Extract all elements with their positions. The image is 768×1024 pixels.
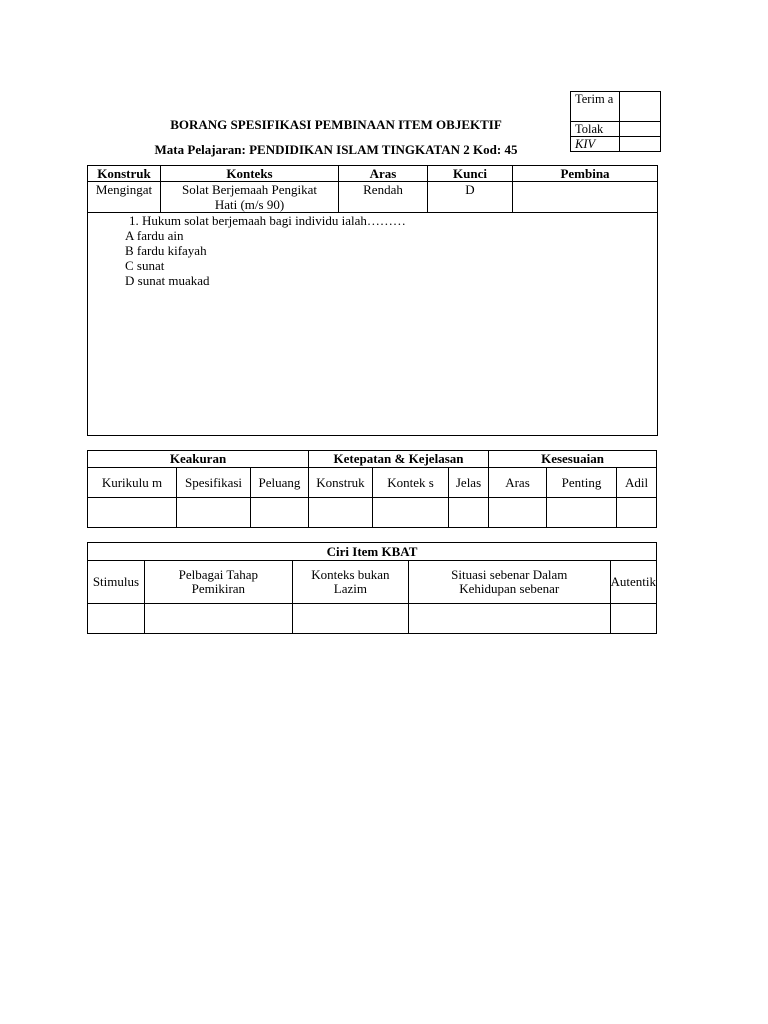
- input-penting[interactable]: [547, 498, 617, 528]
- header-kunci: Kunci: [428, 166, 513, 182]
- question-box: [88, 213, 658, 436]
- sub-penting: Penting: [547, 468, 617, 498]
- spec-table: [87, 165, 658, 436]
- sub-jelas: Jelas: [449, 468, 489, 498]
- group-keakuran: Keakuran: [88, 451, 309, 468]
- input-konstruk[interactable]: [309, 498, 373, 528]
- header-konteks: Konteks: [161, 166, 339, 182]
- status-terima-label: Terim a: [571, 92, 620, 122]
- input-jelas[interactable]: [449, 498, 489, 528]
- kbat-autentik: Autentik: [610, 561, 657, 604]
- sub-kurikulum: Kurikulu m: [88, 468, 177, 498]
- input-kurikulum[interactable]: [88, 498, 177, 528]
- option-b: B fardu kifayah: [125, 243, 207, 258]
- sub-konstruk: Konstruk: [309, 468, 373, 498]
- input-adil[interactable]: [617, 498, 657, 528]
- header-aras: Aras: [339, 166, 428, 182]
- cell-kunci: D: [428, 182, 513, 213]
- kbat-input-autentik[interactable]: [610, 604, 657, 634]
- status-tolak-label: Tolak: [571, 122, 620, 137]
- form-subtitle: Mata Pelajaran: PENDIDIKAN ISLAM TINGKATAN 2 Kod: 45: [154, 142, 518, 157]
- header-pembina: Pembina: [513, 166, 658, 182]
- input-aras[interactable]: [489, 498, 547, 528]
- kbat-input-situasi[interactable]: [409, 604, 610, 634]
- input-peluang[interactable]: [251, 498, 309, 528]
- kbat-input-konteks[interactable]: [292, 604, 408, 634]
- option-c: C sunat: [125, 258, 165, 273]
- sub-peluang: Peluang: [251, 468, 309, 498]
- input-konteks[interactable]: [373, 498, 449, 528]
- status-kiv-label: KIV: [571, 137, 620, 152]
- kbat-table: [87, 542, 657, 634]
- criteria-table: [87, 450, 657, 528]
- option-a: A fardu ain: [125, 228, 184, 243]
- sub-adil: Adil: [617, 468, 657, 498]
- kbat-pelbagai-tahap: Pelbagai Tahap Pemikiran: [144, 561, 292, 604]
- cell-konstruk: Mengingat: [88, 182, 161, 213]
- cell-pembina[interactable]: [513, 182, 658, 213]
- option-d: D sunat muakad: [125, 273, 210, 288]
- input-spesifikasi[interactable]: [177, 498, 251, 528]
- kbat-title: Ciri Item KBAT: [88, 543, 657, 561]
- kbat-situasi-sebenar: Situasi sebenar Dalam Kehidupan sebenar: [409, 561, 610, 604]
- sub-konteks: Kontek s: [373, 468, 449, 498]
- group-kesesuaian: Kesesuaian: [489, 451, 657, 468]
- kbat-input-stimulus[interactable]: [88, 604, 145, 634]
- kbat-konteks-bukan-lazim: Konteks bukan Lazim: [292, 561, 408, 604]
- sub-aras: Aras: [489, 468, 547, 498]
- sub-spesifikasi: Spesifikasi: [177, 468, 251, 498]
- kbat-input-pelbagai[interactable]: [144, 604, 292, 634]
- kbat-stimulus: Stimulus: [88, 561, 145, 604]
- group-ketepatan-kejelasan: Ketepatan & Kejelasan: [309, 451, 489, 468]
- cell-aras: Rendah: [339, 182, 428, 213]
- cell-konteks: Solat Berjemaah Pengikat Hati (m/s 90): [161, 182, 339, 213]
- form-title: BORANG SPESIFIKASI PEMBINAAN ITEM OBJEKTIF: [170, 117, 502, 132]
- question-stem: 1. Hukum solat berjemaah bagi individu ialah………: [129, 213, 406, 228]
- header-konstruk: Konstruk: [88, 166, 161, 182]
